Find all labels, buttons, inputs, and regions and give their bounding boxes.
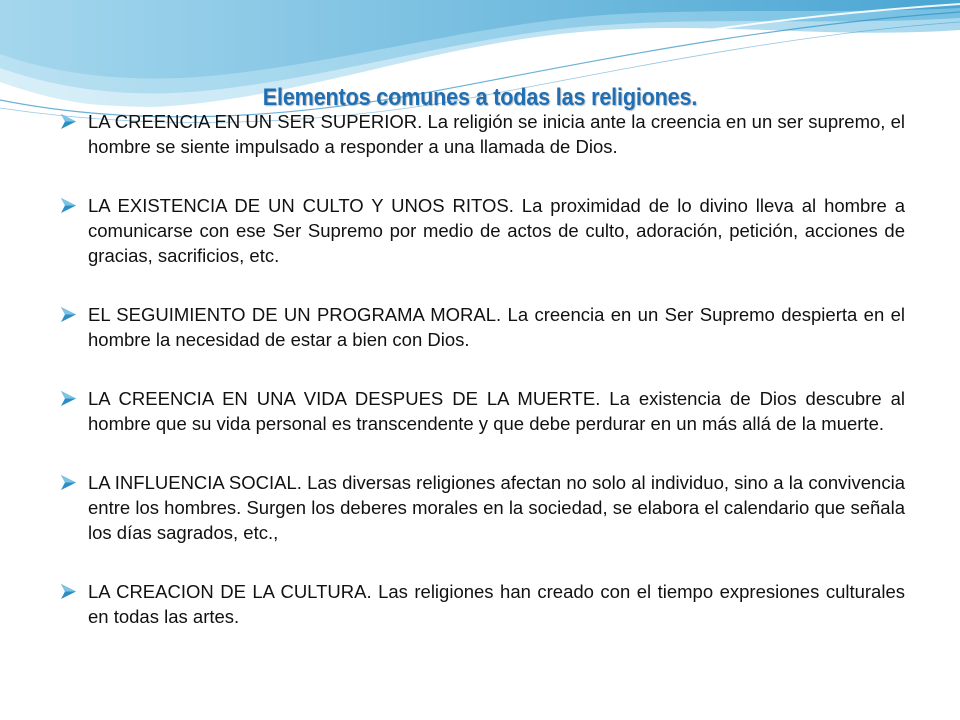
- list-item-text: EL SEGUIMIENTO DE UN PROGRAMA MORAL. La creencia en un Ser Supremo despierta en el hombre la necesidad de estar a bien con Dios.: [88, 304, 905, 350]
- arrow-bullet-icon: [60, 197, 77, 214]
- list-item-text: LA INFLUENCIA SOCIAL. Las diversas religiones afectan no solo al individuo, sino a la convivencia entre los hombres. Surgen los deberes morales en la sociedad, se elabora el calendario que señala los días sagrados, etc.,: [88, 472, 905, 543]
- arrow-bullet-icon: [60, 583, 77, 600]
- bullet-list: [60, 109, 905, 663]
- list-item: [60, 193, 905, 268]
- list-item: [60, 386, 905, 436]
- list-item-text: LA CREACION DE LA CULTURA. Las religiones han creado con el tiempo expresiones culturales en todas las artes.: [88, 581, 905, 627]
- list-item: [60, 109, 905, 159]
- arrow-bullet-icon: [60, 474, 77, 491]
- arrow-bullet-icon: [60, 113, 77, 130]
- list-item: [60, 579, 905, 629]
- arrow-bullet-icon: [60, 306, 77, 323]
- list-item-text: LA CREENCIA EN UN SER SUPERIOR. La religión se inicia ante la creencia en un ser supremo, el hombre se siente impulsado a responder a una llamada de Dios.: [88, 111, 905, 157]
- list-item: [60, 470, 905, 545]
- arrow-bullet-icon: [60, 390, 77, 407]
- list-item-text: LA EXISTENCIA DE UN CULTO Y UNOS RITOS. La proximidad de lo divino lleva al hombre a comunicarse con ese Ser Supremo por medio de actos de culto, adoración, petición, acciones de gracias, sacrificios, etc.: [88, 195, 905, 266]
- page-title: Elementos comunes a todas las religiones.: [262, 84, 698, 111]
- list-item-text: LA CREENCIA EN UNA VIDA DESPUES DE LA MUERTE. La existencia de Dios descubre al hombre que su vida personal es transcendente y que debe perdurar en un más allá de la muerte.: [88, 388, 905, 434]
- list-item: [60, 302, 905, 352]
